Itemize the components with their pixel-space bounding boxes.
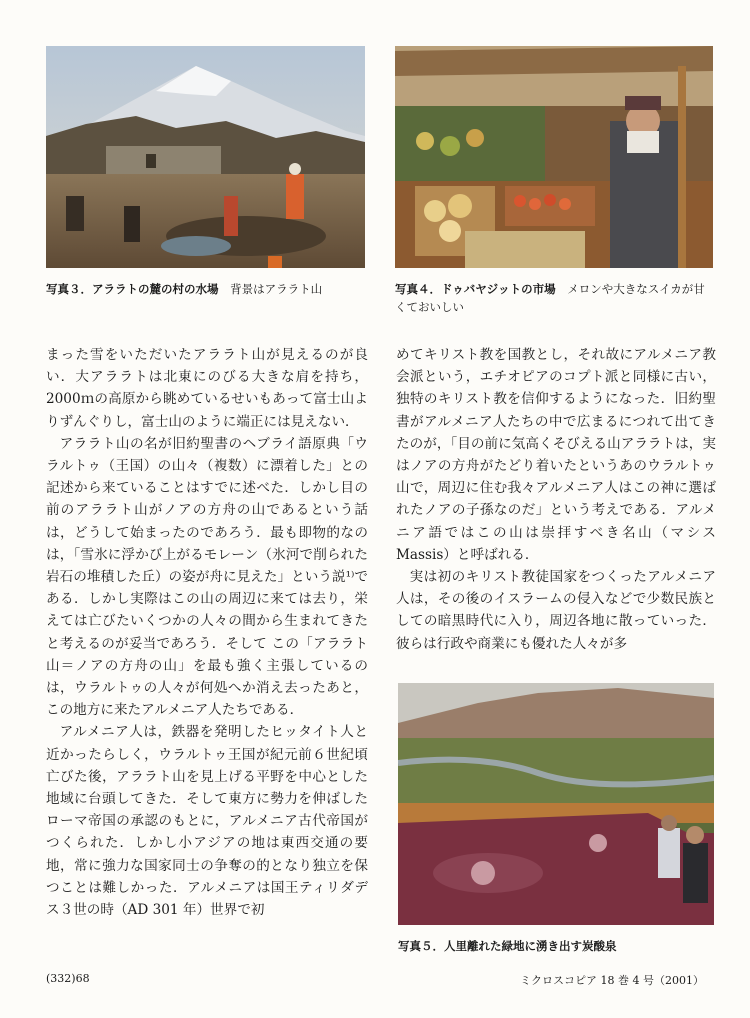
- photo-3-caption: [46, 280, 366, 298]
- paragraph: アララト山の名が旧約聖書のヘブライ語原典「ウラルトゥ（王国）の山々（複数）に漂着した」との記述から来ていることはすでに述べた．しかし目の前のアララト山がノアの方舟の山であるという話は，どうして始まったのであろう．最も即物的なのは，「雪氷に浮かび上がるモレーン（氷河で削られた岩石の堆積した丘）の姿が舟に見えた」という説¹⁾である．しかし実際はこの山の周辺に来ては去り，栄えては亡びたいくつかの人々の間から生まれてきたと考えるのが妥当であろう．そして この「アララト山＝ノアの方舟の山」を最も強く主張しているのは，ウラルトゥの人々が何処へか消え去ったあと，この地方に来たアルメニア人たちである．: [46, 435, 368, 719]
- photo-5-caption: [398, 937, 718, 955]
- photo-3-village-water: [46, 46, 365, 268]
- photo-4-caption: [395, 280, 715, 316]
- paragraph: まった雪をいただいたアララト山が見えるのが良い．大アララトは北東にのびる大きな肩を持ち，2000ｍの高原から眺めているせいもあって富士山よりずんぐりし，富士山のように端正には見えない．: [46, 347, 368, 430]
- photo-3-caption-label: 写真３．アララトの麓の村の水場: [46, 282, 219, 296]
- paragraph: めてキリスト教を国教とし，それ故にアルメニア教会派という，エチオピアのコプト派と同様に古い，独特のキリスト教を信仰するようになった．旧約聖書がアルメニア人たちの中で広まるにつれて出てきたのが，「目の前に気高くそびえる山アララトは，実はノアの方舟がたどり着いたというあのウラルトゥ山で，周辺に住む我々アルメニア人はこの神に選ばれたノアの子孫なのだ」という考えである．アルメニア語ではこの山は崇拝すべき名山（マシス Massis）と呼ばれる．: [396, 347, 716, 563]
- photo-5-carbonated-spring: [398, 683, 714, 925]
- photo-4-caption-note: メロンや大きなスイカが甘くておいしい: [395, 282, 705, 314]
- right-text-column: [396, 344, 716, 655]
- paragraph: アルメニア人は，鉄器を発明したヒッタイト人と近かったらしく，ウラルトゥ王国が紀元前６世紀頃亡びた後，アララト山を見上げる平野を中心とした地域に台頭してきた．そして東方に勢力を伸ばしたローマ帝国の承認のもとに，アルメニア古代帝国がつくられた．しかし小アジアの地は東西交通の要地，常に強力な国家同士の争奪の的となり独立を保つことは難しかった．アルメニアは国王ティリダデス３世の時（AD 301 年）世界で初: [46, 724, 368, 919]
- left-text-column: [46, 344, 368, 921]
- paragraph: 実は初のキリスト教徒国家をつくったアルメニア人は，その後のイスラームの侵入などで少数民族としての暗黒時代に入り，周辺各地に散っていった．彼らは行政や商業にも優れた人々が多: [396, 569, 716, 652]
- photo-3-caption-note: 背景はアララト山: [230, 282, 323, 296]
- photo-4-market: [395, 46, 713, 268]
- journal-citation: ミクロスコピア 18 巻 4 号（2001）: [520, 974, 704, 987]
- photo-4-caption-label: 写真４．ドゥバヤジットの市場: [395, 282, 556, 296]
- page-number: (332)68: [46, 972, 90, 985]
- photo-5-caption-label: 写真５．人里離れた緑地に湧き出す炭酸泉: [398, 939, 617, 953]
